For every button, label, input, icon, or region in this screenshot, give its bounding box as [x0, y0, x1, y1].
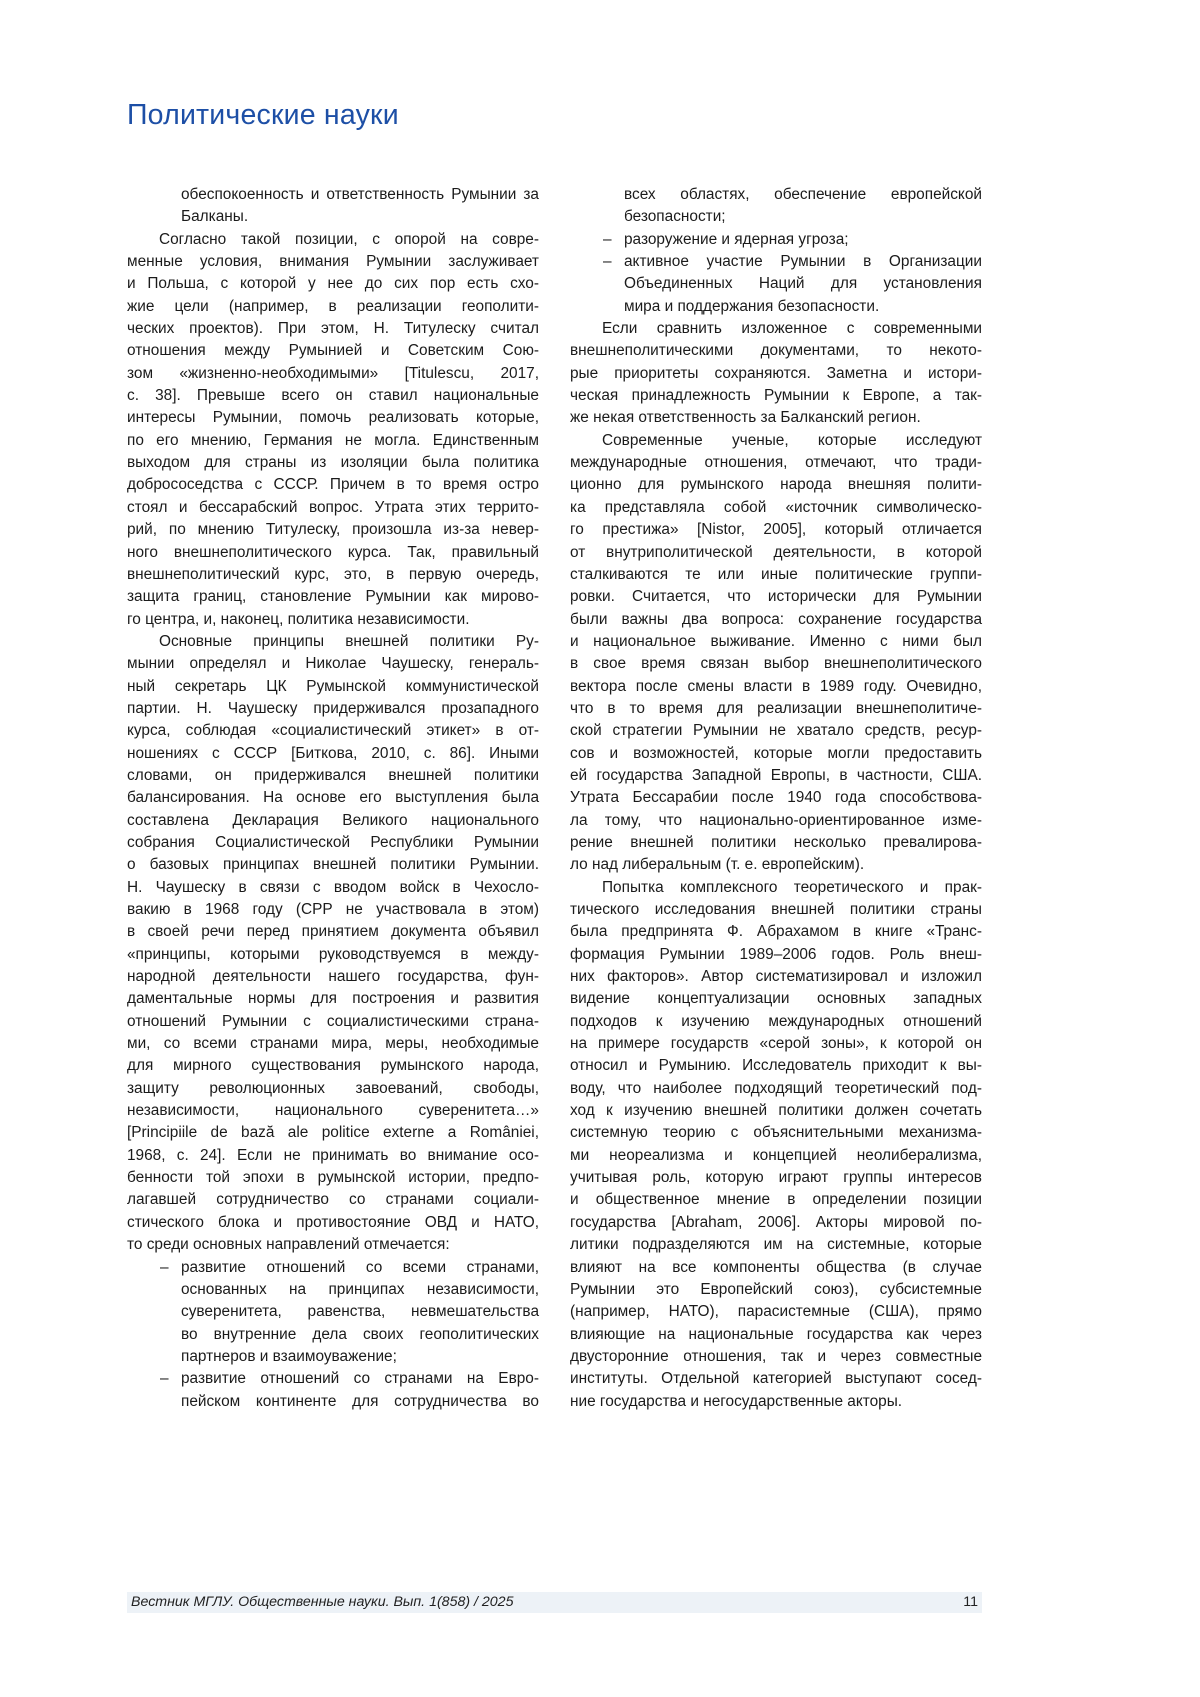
text-line: (например, НАТО), парасистемные (США), прямо: [570, 1301, 982, 1323]
text-line: составлена Декларация Великого национального: [127, 810, 539, 832]
text-line: с. 38]. Превыше всего он ставил национальные: [127, 385, 539, 407]
text-line: то среди основных направлений отмечается:: [127, 1234, 539, 1256]
text-line: выходом для страны из изоляции была политика: [127, 452, 539, 474]
text-line: добрососедства с СССР. Причем в то время остро: [127, 474, 539, 496]
text-line: ционно для румынского народа внешняя полити-: [570, 474, 982, 496]
text-line: ношениях с СССР [Биткова, 2010, с. 86]. Иными: [127, 743, 539, 765]
text-line: сов и возможностей, которые могли предоставить: [570, 743, 982, 765]
paragraph-continuation: [127, 184, 539, 229]
text-line: стоял и бессарабский вопрос. Утрата этих террито-: [127, 497, 539, 519]
text-line: партнеров и взаимоуважение;: [181, 1346, 539, 1368]
text-line: по его мнению, Германия не могла. Единственным: [127, 430, 539, 452]
text-line: о базовых принципах внешней политики Румынии.: [127, 854, 539, 876]
list-dash-icon: –: [603, 251, 612, 273]
text-line: литики подразделяются им на системные, которые: [570, 1234, 982, 1256]
text-line: на примере государств «серой зоны», к которой он: [570, 1033, 982, 1055]
text-line: Румынии это Европейский союз), субсистемные: [570, 1279, 982, 1301]
text-line: ло над либеральным (т. е. европейским).: [570, 854, 982, 876]
text-line: развитие отношений со всеми странами,: [181, 1257, 539, 1279]
text-line: Согласно такой позиции, с опорой на совре-: [127, 229, 539, 251]
paragraph: [127, 631, 539, 1257]
text-line: независимости, национального суверенитета…»: [127, 1100, 539, 1122]
text-line: жие цели (например, в реализации геополити-: [127, 296, 539, 318]
text-line: рение внешней политики несколько превалирова-: [570, 832, 982, 854]
section-title: Политические науки: [127, 99, 399, 132]
text-line: курса, соблюдая «социалистический этикет» в от-: [127, 720, 539, 742]
text-line: государства [Abraham, 2006]. Акторы мировой по-: [570, 1212, 982, 1234]
text-line: Попытка комплексного теоретического и прак-: [570, 877, 982, 899]
text-line: влияют на все компоненты общества (в случае: [570, 1257, 982, 1279]
text-line: для мирного существования румынского народа,: [127, 1055, 539, 1077]
text-line: относил и Румынию. Исследователь приходит к вы-: [570, 1055, 982, 1077]
journal-title: Вестник МГЛУ. Общественные науки. Вып. 1(858) / 2025: [131, 1594, 513, 1610]
text-line: словами, он придерживался внешней политики: [127, 765, 539, 787]
text-line: во внутренние дела своих геополитических: [181, 1324, 539, 1346]
text-line: учитывая роль, которую играют группы интересов: [570, 1167, 982, 1189]
text-line: бенности той эпохи в румынской истории, предпо-: [127, 1167, 539, 1189]
text-line: влияющие на национальные государства как через: [570, 1324, 982, 1346]
text-line: ской стратегии Румынии не хватало средств, ресур-: [570, 720, 982, 742]
text-line: была предпринята Ф. Абрахамом в книге «Транс-: [570, 921, 982, 943]
text-line: них факторов». Автор систематизировал и изложил: [570, 966, 982, 988]
text-line: были важны два вопроса: сохранение государства: [570, 609, 982, 631]
text-line: сталкиваются те или иные политические группи-: [570, 564, 982, 586]
text-line: мира и поддержания безопасности.: [624, 296, 982, 318]
text-line: рые приоритеты сохраняются. Заметна и истори-: [570, 363, 982, 385]
text-line: обеспокоенность и ответственность Румынии за: [181, 184, 539, 206]
text-line: и национальное выживание. Именно с ними был: [570, 631, 982, 653]
paragraph: [570, 318, 982, 430]
text-line: стического блока и противостояние ОВД и НАТО,: [127, 1212, 539, 1234]
text-line: пейском континенте для сотрудничества во: [181, 1391, 539, 1413]
text-line: Н. Чаушеску в связи с вводом войск в Чехосло-: [127, 877, 539, 899]
page-number: 11: [963, 1594, 978, 1610]
text-line: же некая ответственность за Балканский регион.: [570, 407, 982, 429]
list-dash-icon: –: [160, 1257, 169, 1279]
text-line: рий, по мнению Титулеску, произошла из-за невер-: [127, 519, 539, 541]
text-line: безопасности;: [624, 206, 982, 228]
text-line: «принципы, которыми руководствуемся в между-: [127, 944, 539, 966]
text-line: 1968, с. 24]. Если не принимать во внимание осо-: [127, 1145, 539, 1167]
text-line: ческая принадлежность Румынии к Европе, а так-: [570, 385, 982, 407]
paragraph: [570, 877, 982, 1413]
text-line: воду, что наиболее подходящий теоретический под-: [570, 1078, 982, 1100]
text-line: интересы Румынии, помочь реализовать которые,: [127, 407, 539, 429]
text-line: двусторонние отношения, так и через совместные: [570, 1346, 982, 1368]
text-line: и Польша, с которой у нее до сих пор есть схо-: [127, 273, 539, 295]
text-line: вектора после смены власти в 1989 году. Очевидно,: [570, 676, 982, 698]
list-item: [570, 229, 982, 251]
list-item: [570, 251, 982, 318]
text-line: суверенитета, равенства, невмешательства: [181, 1301, 539, 1323]
text-line: ла тому, что национально-ориентированное изме-: [570, 810, 982, 832]
text-line: балансирования. На основе его выступления была: [127, 787, 539, 809]
text-line: менные условия, внимания Румынии заслуживает: [127, 251, 539, 273]
text-line: ние государства и негосударственные акторы.: [570, 1391, 982, 1413]
text-line: партии. Н. Чаушеску придерживался прозападного: [127, 698, 539, 720]
list-item: [127, 1368, 539, 1413]
text-line: зом «жизненно-необходимыми» [Titulescu, 2017,: [127, 363, 539, 385]
text-line: го престижа» [Nistor, 2005], который отличается: [570, 519, 982, 541]
left-column: [127, 184, 539, 1413]
text-line: внешнеполитический курс, это, в первую очередь,: [127, 564, 539, 586]
text-line: защита границ, становление Румынии как мирово-: [127, 586, 539, 608]
text-line: разоружение и ядерная угроза;: [624, 229, 982, 251]
text-line: активное участие Румынии в Организации: [624, 251, 982, 273]
text-line: Балканы.: [181, 206, 539, 228]
paragraph: [127, 229, 539, 631]
text-line: формация Румынии 1989–2006 годов. Роль внеш-: [570, 944, 982, 966]
text-line: международные отношения, отмечают, что тради-: [570, 452, 982, 474]
text-line: мынии определял и Николае Чаушеску, генераль-: [127, 653, 539, 675]
text-line: ми, со всеми странами мира, меры, необходимые: [127, 1033, 539, 1055]
text-line: вакию в 1968 году (СРР не участвовала в этом): [127, 899, 539, 921]
list-dash-icon: –: [603, 229, 612, 251]
text-line: и общественное мнение в определении позиции: [570, 1189, 982, 1211]
list-dash-icon: –: [160, 1368, 169, 1390]
text-line: ный секретарь ЦК Румынской коммунистической: [127, 676, 539, 698]
text-line: институты. Отдельной категорией выступают сосед-: [570, 1368, 982, 1390]
text-line: ровки. Считается, что исторически для Румынии: [570, 586, 982, 608]
text-line: собрания Социалистической Республики Румынии: [127, 832, 539, 854]
text-line: всех областях, обеспечение европейской: [624, 184, 982, 206]
text-line: развитие отношений со странами на Евро-: [181, 1368, 539, 1390]
text-line: ного внешнеполитического курса. Так, правильный: [127, 542, 539, 564]
text-line: внешнеполитическими документами, то некото-: [570, 340, 982, 362]
page-footer: [127, 1592, 982, 1613]
text-line: Объединенных Наций для установления: [624, 273, 982, 295]
text-line: Утрата Бессарабии после 1940 года способствова-: [570, 787, 982, 809]
text-line: [Principiile de bază ale politice externe a României,: [127, 1122, 539, 1144]
text-line: ка представляла собой «источник символическо-: [570, 497, 982, 519]
text-line: что в то время для реализации внешнеполитиче-: [570, 698, 982, 720]
text-line: системную теорию с объяснительными механизма-: [570, 1122, 982, 1144]
text-line: Если сравнить изложенное с современными: [570, 318, 982, 340]
text-line: Основные принципы внешней политики Ру-: [127, 631, 539, 653]
text-line: даментальные нормы для построения и развития: [127, 988, 539, 1010]
text-line: основанных на принципах независимости,: [181, 1279, 539, 1301]
text-line: видение концептуализации основных западных: [570, 988, 982, 1010]
paragraph: [570, 430, 982, 877]
text-line: защиту революционных завоеваний, свободы,: [127, 1078, 539, 1100]
text-line: Современные ученые, которые исследуют: [570, 430, 982, 452]
text-line: тического исследования внешней политики страны: [570, 899, 982, 921]
text-line: лагавшей сотрудничество со странами социали-: [127, 1189, 539, 1211]
text-line: в своей речи перед принятием документа объявил: [127, 921, 539, 943]
text-line: в свое время связан выбор внешнеполитического: [570, 653, 982, 675]
text-line: от внутриполитической деятельности, в которой: [570, 542, 982, 564]
text-line: ческих проектов). При этом, Н. Титулеску считал: [127, 318, 539, 340]
list-item: [127, 1257, 539, 1369]
text-line: отношения между Румынией и Советским Сою-: [127, 340, 539, 362]
text-line: отношений Румынии с социалистическими страна-: [127, 1011, 539, 1033]
text-line: ей государства Западной Европы, в частности, США.: [570, 765, 982, 787]
text-line: го центра, и, наконец, политика независимости.: [127, 609, 539, 631]
right-column: [570, 184, 982, 1413]
text-line: ми неореализма и концепцией неолиберализма,: [570, 1145, 982, 1167]
paragraph-continuation: [570, 184, 982, 229]
text-line: ход к изучению внешней политики должен сочетать: [570, 1100, 982, 1122]
text-line: народной деятельности нашего государства, фун-: [127, 966, 539, 988]
text-line: подходов к изучению международных отношений: [570, 1011, 982, 1033]
